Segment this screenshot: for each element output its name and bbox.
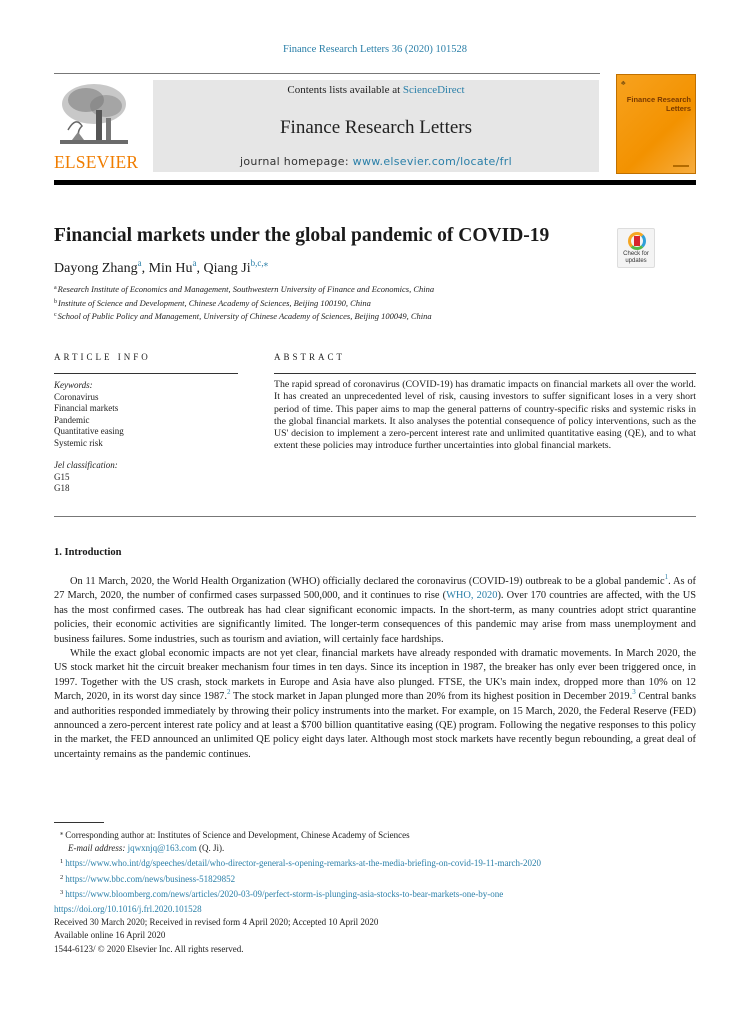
crossmark-label: Check for updates bbox=[623, 251, 649, 264]
author-name[interactable]: Qiang Ji bbox=[203, 261, 251, 276]
author-affil-sup[interactable]: b,c,⁎ bbox=[250, 258, 269, 268]
footnote-item: $^1$ https://www.who.int/dg/speeches/detail/who-director-general-s-opening-remarks-at-the-media-briefing-on-covid-19-11-march-2020 bbox=[60, 858, 541, 869]
elsevier-wordmark: ELSEVIER bbox=[54, 152, 139, 172]
article-info-heading: ARTICLE INFO bbox=[54, 352, 151, 362]
keyword-item: Quantitative easing bbox=[54, 426, 124, 436]
introduction-body bbox=[54, 575, 696, 762]
cover-title: Finance Research Letters bbox=[626, 95, 691, 113]
journal-cover-thumbnail[interactable] bbox=[616, 74, 696, 174]
keyword-item: Systemic risk bbox=[54, 437, 103, 448]
affiliation-item: $^c$School of Public Policy and Management, University of Chinese Academy of Sciences, Beijing 100049, China bbox=[54, 311, 432, 321]
cover-footer-mark bbox=[673, 165, 689, 167]
sciencedirect-link[interactable]: ScienceDirect bbox=[402, 84, 465, 96]
email-link[interactable]: jqwxnjq@163.com bbox=[127, 843, 197, 854]
check-for-updates-button[interactable] bbox=[617, 228, 655, 268]
affiliations bbox=[54, 282, 434, 323]
abstract-rule bbox=[274, 373, 696, 374]
footnote-url-link[interactable]: https://www.who.int/dg/speeches/detail/who-director-general-s-opening-remarks-at-the-media-briefing-on-covid-19-11-march-2020 bbox=[65, 858, 541, 869]
footnote-item: $^2$ https://www.bbc.com/news/business-51829852 bbox=[60, 873, 236, 884]
contents-availability bbox=[153, 84, 599, 96]
footnote-url-link[interactable]: https://www.bloomberg.com/news/articles/2020-03-09/perfect-storm-is-plunging-asia-stocks-to-bear-markets-one-by-one bbox=[65, 888, 504, 899]
elsevier-tree-icon bbox=[58, 80, 130, 150]
header-top-rule bbox=[54, 73, 600, 74]
cover-logo-icon: ♣ bbox=[621, 79, 626, 87]
journal-header-box bbox=[153, 80, 599, 172]
author-affil-sup[interactable]: a bbox=[137, 258, 142, 268]
corresponding-author-note: ⁎ Corresponding author at: Institutes of Science and Development, Chinese Academy of Sciences bbox=[60, 830, 410, 840]
affiliation-item: $^a$Research Institute of Economics and Management, Southwestern University of Finance and Economics, China bbox=[54, 284, 435, 294]
jel-label: Jel classification: bbox=[54, 460, 118, 470]
introduction-heading: 1. Introduction bbox=[54, 547, 122, 558]
homepage-prefix: journal homepage: bbox=[240, 155, 353, 168]
publication-info bbox=[54, 903, 378, 956]
author-list: Dayong Zhang$^a$, Min Hu$^a$, Qiang $Ji^{b,c,⁎}$ bbox=[54, 258, 269, 276]
journal-title: Finance Research Letters bbox=[279, 117, 473, 138]
abstract-bottom-rule bbox=[54, 516, 696, 517]
crossmark-flag-icon bbox=[634, 236, 640, 246]
keyword-item: Coronavirus bbox=[54, 391, 99, 402]
citation-link[interactable]: WHO, 2020 bbox=[446, 590, 498, 602]
email-note: E-mail address: jqwxnjq@163.com (Q. Ji). bbox=[68, 843, 225, 854]
keywords-label: Keywords: bbox=[54, 380, 93, 390]
paragraph: On 11 March, 2020, the World Health Organization (WHO) officially declared the coronavirus (COVID-19) outbreak to be a global pandemic$^1$. As of 27 March, 2020, the number of confirmed cases surpassed 500,000, and it continues to rise (WHO, 2020). Over 170 countries are affected, with the US has the most confirmed cases. The outbreak has had clear significant economic impacts. In the short-term, as many countries adopt strict quarantine policies, their economic activities are significantly limited. The longer-term consequences of this pandemic may arise from mass unemployment and business failures. Some industries, such as tourism and aviation, will certainly face hardships. bbox=[54, 573, 696, 645]
footnote-item: $^3$ https://www.bloomberg.com/news/articles/2020-03-09/perfect-storm-is-plunging-asia-stocks-to-bear-markets-one-by-one bbox=[60, 888, 504, 899]
available-online: Available online 16 April 2020 bbox=[54, 930, 166, 941]
author-name[interactable]: Dayong Zhang bbox=[54, 261, 138, 276]
jel-code: G15 bbox=[54, 471, 70, 482]
contents-prefix: Contents lists available at bbox=[287, 84, 403, 96]
footnote-ref[interactable]: 3 bbox=[632, 688, 636, 697]
article-title: Financial markets under the global pandemic of COVID-19 bbox=[54, 225, 550, 246]
article-info-rule bbox=[54, 373, 238, 374]
footnote-ref[interactable]: 2 bbox=[226, 688, 231, 697]
footnotes bbox=[60, 827, 700, 901]
elsevier-logo[interactable] bbox=[54, 80, 139, 172]
journal-homepage-link[interactable]: www.elsevier.com/locate/frl bbox=[352, 155, 512, 168]
abstract-heading: ABSTRACT bbox=[274, 352, 346, 362]
author-affil-sup[interactable]: a bbox=[192, 258, 197, 268]
footnote-ref[interactable]: 1 bbox=[664, 573, 669, 581]
footnote-rule bbox=[54, 822, 104, 823]
author-name[interactable]: Min Hu bbox=[148, 261, 193, 276]
header-bottom-rule bbox=[54, 180, 696, 185]
footnote-url-link[interactable]: https://www.bbc.com/news/business-51829852 bbox=[65, 873, 236, 884]
copyright: 1544-6123/ © 2020 Elsevier Inc. All rights reserved. bbox=[54, 943, 244, 954]
received-dates: Received 30 March 2020; Received in revised form 4 April 2020; Accepted 10 April 2020 bbox=[54, 917, 379, 928]
paragraph: While the exact global economic impacts are not yet clear, financial markets have already responded with dramatic movements. In March 2020, the US stock market hit the circuit breaker mechanism four times in ten days. Since its inception in 1987, the breaker has only ever been triggered once, in 1997. Together with the US crash, stock markets in Europe and Asia have also plunged. FTSE, the UK's main index, dropped more than 10% on 12 March, 2020, in its worst day since 1987.$^2$ The stock market in Japan plunged more than 20% from its highest position in December 2019.$^3$ Central banks and authorities responded immediately by throwing their policy instruments into the market. For example, on 15 March, 2020, the Federal Reserve (FED) announced a zero-percent interest rate policy and at least a $700 billion quantitative easing (QE) program. Following the negative responses to this policy in the market, the FED announced an unlimited QE policy eight days later. Although most stock markets have recently begun rebounding, a great deal of uncertainty remains as the pandemic continues. bbox=[54, 648, 697, 760]
journal-citation-link[interactable]: Finance Research Letters 36 (2020) 101528 bbox=[283, 44, 467, 55]
abstract-text: The rapid spread of coronavirus (COVID-19) has dramatic impacts on financial markets all over the world. It has created an unprecedented level of risk, causing investors to suffer significant loses in a very short period of time. This paper aims to map the general patterns of country-specific risks and systemic risks in the global financial markets. It also analyses the potential consequence of policy interventions, such as the US' decision to implement a zero-percent interest rate and unlimited quantitative easing (QE), and to what extent these policies may introduce further uncertainties into global financial markets. bbox=[274, 379, 696, 452]
doi-link[interactable]: https://doi.org/10.1016/j.frl.2020.101528 bbox=[54, 904, 202, 914]
article-info-panel bbox=[54, 380, 244, 495]
journal-homepage bbox=[153, 155, 599, 168]
keyword-item: Financial markets bbox=[54, 403, 119, 413]
keyword-item: Pandemic bbox=[54, 414, 90, 425]
affiliation-item: $^b$Institute of Science and Development, Chinese Academy of Sciences, Beijing 100190, China bbox=[54, 297, 371, 308]
jel-code: G18 bbox=[54, 483, 70, 493]
